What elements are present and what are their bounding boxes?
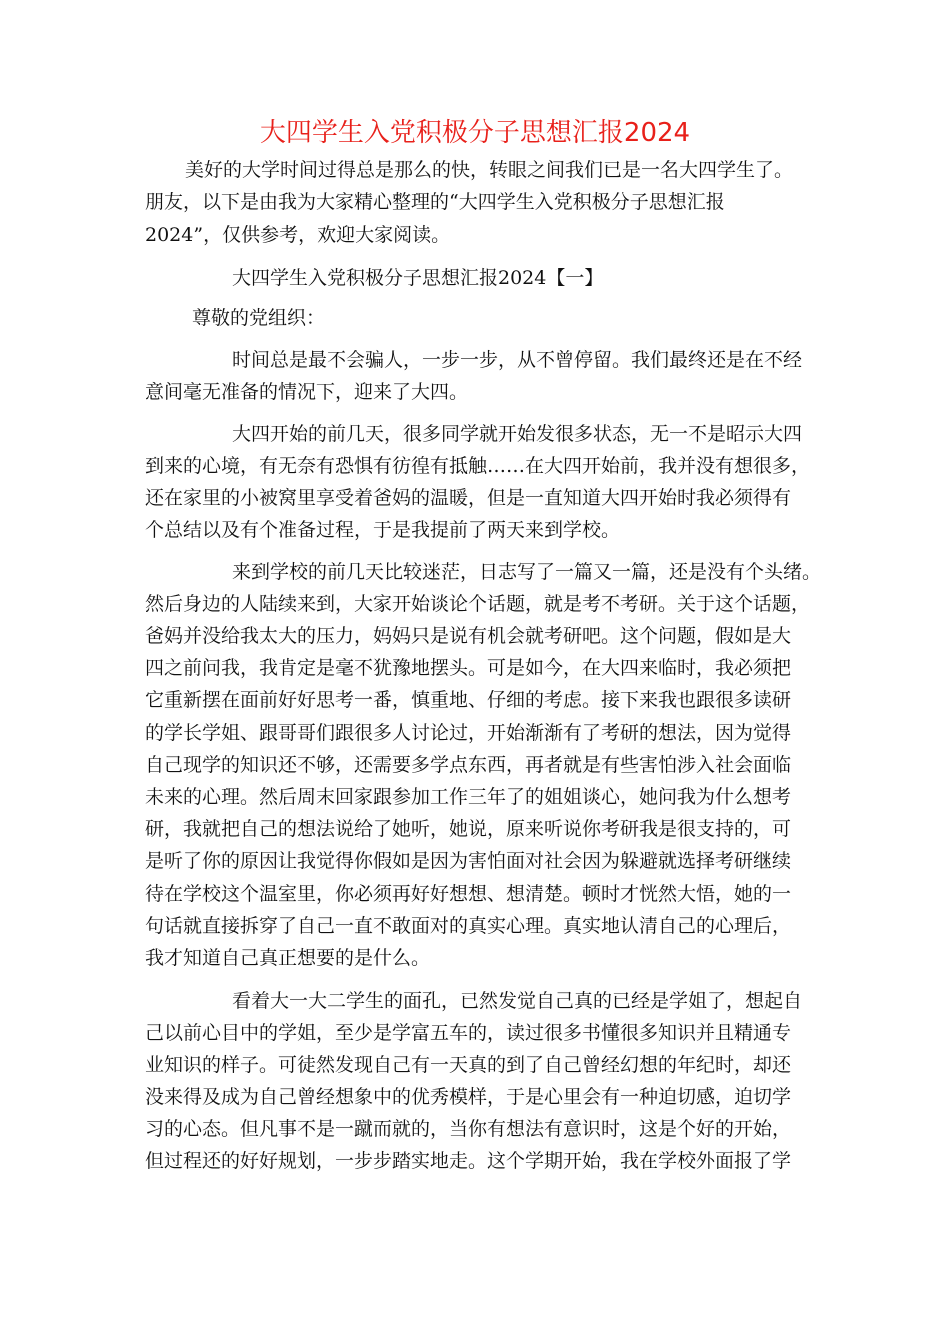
text-line: 句话就直接拆穿了自己一直不敢面对的真实心理。真实地认清自己的心理后， <box>145 915 792 937</box>
text-line: 意间毫无准备的情况下，迎来了大四。 <box>145 381 469 403</box>
text-line: 业知识的样子。可徒然发现自己有一天真的到了自己曾经幻想的年纪时，却还 <box>145 1054 792 1076</box>
text-line: 来到学校的前几天比较迷茫，日志写了一篇又一篇，还是没有个头绪。 <box>232 561 822 583</box>
text-line: 个总结以及有个准备过程，于是我提前了两天来到学校。 <box>145 519 621 541</box>
text-line: 己以前心目中的学姐，至少是学富五车的，读过很多书懂很多知识并且精通专 <box>145 1022 792 1044</box>
text-line: 研，我就把自己的想法说给了她听，她说，原来听说你考研我是很支持的，可 <box>145 818 792 840</box>
text-line: 还在家里的小被窝里享受着爸妈的温暖，但是一直知道大四开始时我必须得有 <box>145 487 792 509</box>
salutation: 尊敬的党组织： <box>192 307 326 329</box>
text-line: 习的心态。但凡事不是一蹴而就的，当你有想法有意识时，这是个好的开始， <box>145 1118 792 1140</box>
text-line: 朋友，以下是由我为大家精心整理的“大四学生入党积极分子思想汇报 <box>145 191 725 213</box>
text-line: 没来得及成为自己曾经想象中的优秀模样，于是心里会有一种迫切感，迫切学 <box>145 1086 792 1108</box>
section-heading: 大四学生入党积极分子思想汇报2024【一】 <box>232 267 604 289</box>
text-line: 到来的心境，有无奈有恐惧有彷徨有抵触……在大四开始前，我并没有想很多， <box>145 455 811 477</box>
text-line: 但过程还的好好规划，一步步踏实地走。这个学期开始，我在学校外面报了学 <box>145 1150 792 1172</box>
text-line: 自己现学的知识还不够，还需要多学点东西，再者就是有些害怕涉入社会面临 <box>145 754 792 776</box>
text-line: 看着大一大二学生的面孔，已然发觉自己真的已经是学姐了，想起自 <box>232 990 803 1012</box>
text-line: 它重新摆在面前好好思考一番，慎重地、仔细的考虑。接下来我也跟很多读研 <box>145 689 792 711</box>
text-line: 时间总是最不会骗人，一步一步，从不曾停留。我们最终还是在不经 <box>232 349 803 371</box>
text-line: 大四开始的前几天，很多同学就开始发很多状态，无一不是昭示大四 <box>232 423 803 445</box>
text-line: 是听了你的原因让我觉得你假如是因为害怕面对社会因为躲避就选择考研继续 <box>145 850 792 872</box>
text-line: 然后身边的人陆续来到，大家开始谈论个话题，就是考不考研。关于这个话题， <box>145 593 811 615</box>
text-line: 爸妈并没给我太大的压力，妈妈只是说有机会就考研吧。这个问题，假如是大 <box>145 625 792 647</box>
document-title: 大四学生入党积极分子思想汇报2024 <box>259 118 691 148</box>
text-line: 美好的大学时间过得总是那么的快，转眼之间我们已是一名大四学生了。 <box>185 159 794 181</box>
text-line: 待在学校这个温室里，你必须再好好想想、想清楚。顿时才恍然大悟，她的一 <box>145 883 792 905</box>
text-line: 未来的心理。然后周末回家跟参加工作三年了的姐姐谈心，她问我为什么想考 <box>145 786 792 808</box>
text-line: 四之前问我，我肯定是毫不犹豫地摆头。可是如今，在大四来临时，我必须把 <box>145 657 792 679</box>
text-line: 我才知道自己真正想要的是什么。 <box>145 947 431 969</box>
text-line: 的学长学姐、跟哥哥们跟很多人讨论过，开始渐渐有了考研的想法，因为觉得 <box>145 722 792 744</box>
text-line: 2024”，仅供参考，欢迎大家阅读。 <box>145 224 451 246</box>
